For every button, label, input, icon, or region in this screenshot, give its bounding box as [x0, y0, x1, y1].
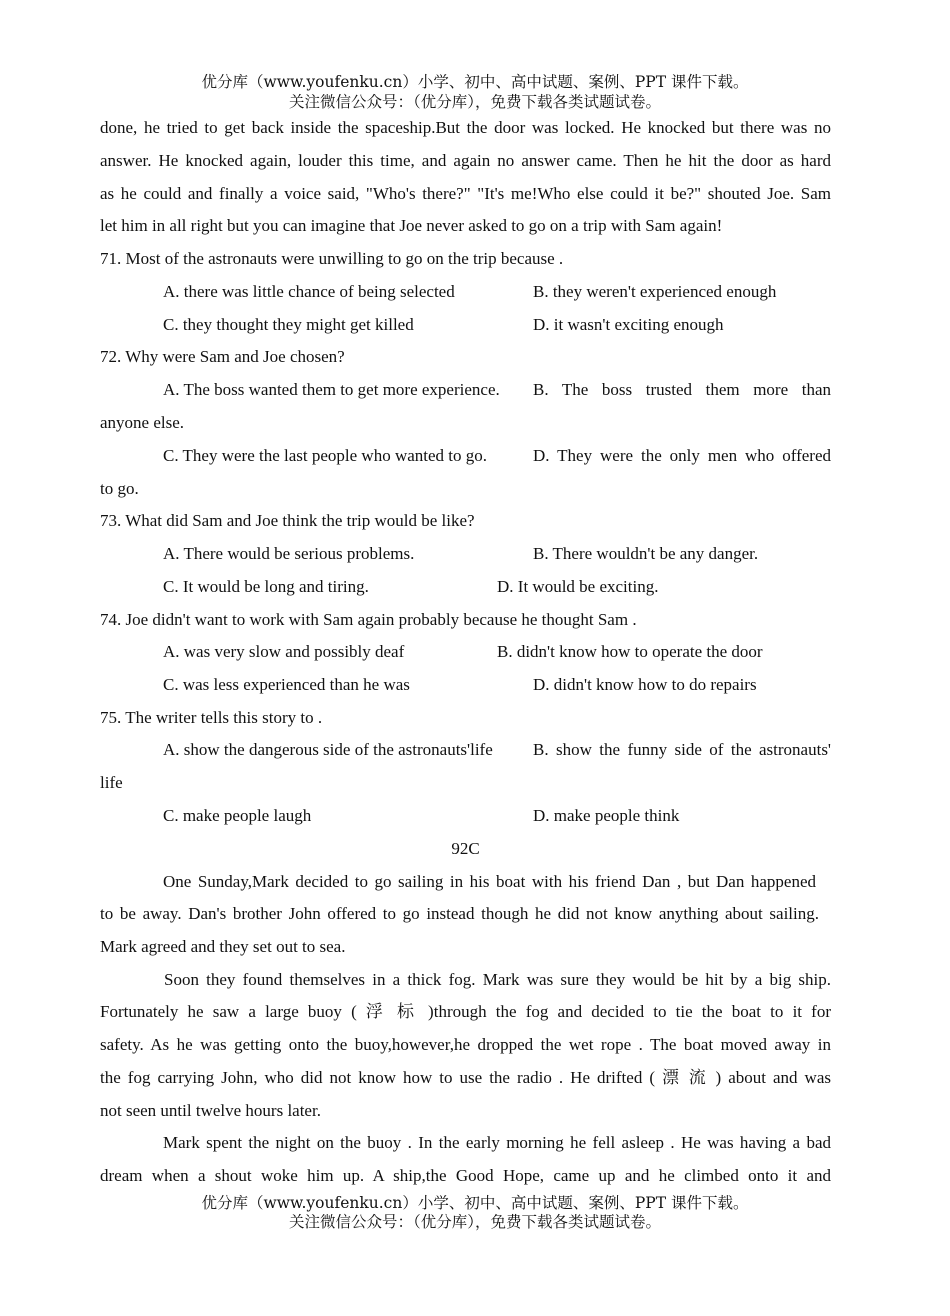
- question-73-option-a: A. There would be serious problems.: [163, 544, 415, 563]
- question-75-stem: 75. The writer tells this story to .: [100, 708, 323, 727]
- question-74-option-a: A. was very slow and possibly deaf: [163, 642, 405, 661]
- question-74-option-d: D. didn't know how to do repairs: [533, 675, 757, 694]
- question-72-option-b: B. The boss trusted them more than: [533, 380, 831, 399]
- question-71-option-c: C. they thought they might get killed: [163, 315, 414, 334]
- question-73-option-d: D. It would be exciting.: [497, 577, 659, 596]
- passage-c-line: not seen until twelve hours later.: [100, 1101, 321, 1120]
- passage-c-line: Mark spent the night on the buoy . In the early morning he fell asleep . He was having a bad: [163, 1133, 831, 1152]
- question-74-option-c: C. was less experienced than he was: [163, 675, 410, 694]
- passage-c-line: Mark agreed and they set out to sea.: [100, 937, 346, 956]
- question-72-option-b-cont: anyone else.: [100, 413, 185, 432]
- passage-c-line: the fog carrying John, who did not know how to use the radio . He drifted ( 漂 流 ) about and was: [100, 1068, 831, 1087]
- passage-line: answer. He knocked again, louder this time, and again no answer came. Then he hit the door as hard: [100, 151, 831, 170]
- passage-line: as he could and finally a voice said, "Who's there?" "It's me!Who else could it be?" shouted Joe. Sam: [100, 184, 831, 203]
- question-74-option-b: B. didn't know how to operate the door: [497, 642, 763, 661]
- passage-c-line: dream when a shout woke him up. A ship,the Good Hope, came up and he climbed onto it and: [100, 1166, 831, 1185]
- passage-line: done, he tried to get back inside the spaceship.But the door was locked. He knocked but there was no: [100, 118, 831, 137]
- question-71-stem: 71. Most of the astronauts were unwilling to go on the trip because .: [100, 249, 564, 268]
- footer-promo-line: 优分库（www.youfenku.cn）小学、初中、高中试题、案例、PPT 课件下载。: [201, 1194, 749, 1212]
- question-75-option-b: B. show the funny side of the astronauts': [533, 740, 831, 759]
- question-72-stem: 72. Why were Sam and Joe chosen?: [100, 347, 345, 366]
- question-72-option-d-cont: to go.: [100, 479, 139, 498]
- section-title: 92C: [451, 839, 480, 858]
- question-73-stem: 73. What did Sam and Joe think the trip would be like?: [100, 511, 475, 530]
- question-71-option-a: A. there was little chance of being selected: [163, 282, 455, 301]
- question-72-option-d: D. They were the only men who offered: [533, 446, 831, 465]
- passage-c-line: to be away. Dan's brother John offered to go instead though he did not know anything about sailing.: [100, 904, 819, 923]
- question-72-option-c: C. They were the last people who wanted to go.: [163, 446, 488, 465]
- passage-c-line: safety. As he was getting onto the buoy,however,he dropped the wet rope . The boat moved away in: [100, 1035, 831, 1054]
- passage-line: let him in all right but you can imagine that Joe never asked to go on a trip with Sam again!: [100, 216, 723, 235]
- question-74-stem: 74. Joe didn't want to work with Sam again probably because he thought Sam .: [100, 610, 637, 629]
- header-wechat-line: 关注微信公众号：（优分库），免费下载各类试题试卷。: [288, 93, 661, 111]
- question-72-option-a: A. The boss wanted them to get more experience.: [163, 380, 500, 399]
- question-75-option-a: A. show the dangerous side of the astronauts'life: [163, 740, 493, 759]
- question-75-option-b-cont: life: [100, 773, 123, 792]
- header-promo-line: 优分库（www.youfenku.cn）小学、初中、高中试题、案例、PPT 课件下载。: [201, 73, 749, 91]
- question-73-option-b: B. There wouldn't be any danger.: [533, 544, 759, 563]
- passage-c-line: One Sunday,Mark decided to go sailing in his boat with his friend Dan , but Dan happened: [163, 872, 816, 891]
- passage-c-line: Fortunately he saw a large buoy ( 浮 标 )through the fog and decided to tie the boat to it for: [100, 1002, 831, 1021]
- question-75-option-d: D. make people think: [533, 806, 680, 825]
- footer-wechat-line: 关注微信公众号：（优分库），免费下载各类试题试卷。: [288, 1213, 661, 1231]
- question-73-option-c: C. It would be long and tiring.: [163, 577, 369, 596]
- passage-c-line: Soon they found themselves in a thick fog. Mark was sure they would be hit by a big ship.: [164, 970, 831, 989]
- question-75-option-c: C. make people laugh: [163, 806, 312, 825]
- question-71-option-d: D. it wasn't exciting enough: [533, 315, 724, 334]
- question-71-option-b: B. they weren't experienced enough: [533, 282, 777, 301]
